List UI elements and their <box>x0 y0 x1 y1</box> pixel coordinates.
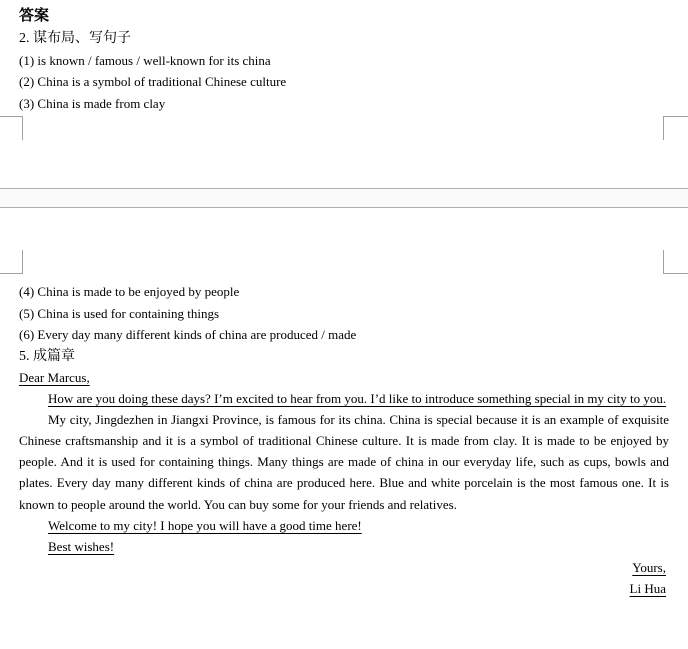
page-2-content <box>19 281 669 599</box>
page-1-content <box>19 4 669 114</box>
letter-salutation: Dear Marcus, <box>19 370 90 385</box>
letter-body-paragraph: My city, Jingdezhen in Jiangxi Province, is famous for its china. China is special because it is an example of exquisite Chinese craftsmanship and it is a symbol of traditional Chinese culture. It is made from clay. It is made to be enjoyed by people. And it is used for containing things. Many things are made of china in our everyday life, such as cups, bowls and plates. Every day many different kinds of china are produced here. Blue and white porcelain is the most famous one. It is known to people around the world. You can buy some for your friends and relatives. <box>19 412 669 512</box>
answer-line-1: (1) is known / famous / well-known for its china <box>19 52 271 68</box>
answer-line-5: (5) China is used for containing things <box>19 305 220 321</box>
answer-line-3: (3) China is made from clay <box>19 95 166 111</box>
section-title-layout-sentences: 2. 谋布局、写句子 <box>19 31 131 46</box>
page1-bottom-right-boundary-mark <box>663 116 688 140</box>
letter-signature: Li Hua <box>629 580 666 596</box>
page2-top-left-boundary-mark <box>0 250 23 274</box>
model-essay-letter <box>19 367 669 599</box>
letter-intro-paragraph: How are you doing these days? I’m excited to hear from you. I’d like to introduce something special in my city to you. <box>48 391 667 407</box>
page-break-gap <box>0 188 688 208</box>
letter-closing-line-2: Best wishes! <box>48 538 115 554</box>
letter-closing-line-1: Welcome to my city! I hope you will have a good time here! <box>48 517 362 533</box>
answer-line-2: (2) China is a symbol of traditional Chinese culture <box>19 74 287 89</box>
answers-heading: 答案 <box>19 8 50 24</box>
page1-bottom-left-boundary-mark <box>0 116 23 140</box>
section-title-essay: 5. 成篇章 <box>19 348 75 364</box>
answer-line-4: (4) China is made to be enjoyed by people <box>19 284 240 299</box>
letter-signoff: Yours, <box>632 559 666 575</box>
answer-line-6: (6) Every day many different kinds of china are produced / made <box>19 327 357 342</box>
page2-top-right-boundary-mark <box>663 250 688 274</box>
